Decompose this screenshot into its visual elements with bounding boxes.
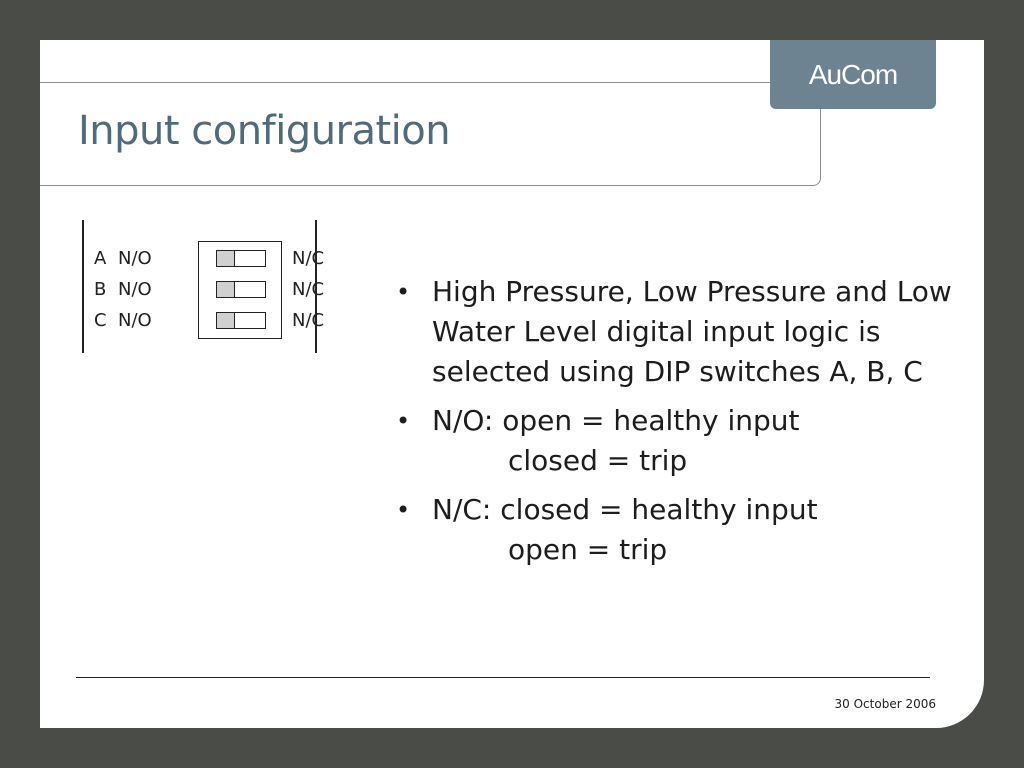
logo-text: AuCom	[808, 58, 898, 90]
dip-row-a	[80, 248, 325, 269]
dip-row-letter: C	[94, 310, 107, 331]
dip-switch-c	[216, 312, 266, 329]
footer-date: 30 October 2006	[834, 697, 936, 711]
dip-switch-b	[216, 281, 266, 298]
dip-row-c	[80, 310, 325, 331]
bullet-item	[392, 401, 952, 481]
dip-switch-diagram	[80, 218, 325, 356]
bullet-continuation: open = trip	[508, 533, 668, 566]
footer-divider	[76, 677, 930, 678]
bullet-text: N/O: open = healthy input	[432, 404, 800, 437]
bullet-item	[392, 272, 952, 392]
switch-knob	[217, 251, 235, 266]
bullet-list	[392, 272, 952, 579]
dip-row-left-label: N/O	[118, 248, 152, 269]
logo	[770, 40, 936, 109]
page-title: Input configuration	[78, 108, 451, 154]
dip-row-right-label: N/C	[292, 310, 325, 331]
bullet-text: N/C: closed = healthy input	[432, 493, 818, 526]
dip-row-letter: B	[94, 279, 107, 300]
switch-knob	[217, 282, 235, 297]
dip-row-right-label: N/C	[292, 248, 325, 269]
bullet-item	[392, 490, 952, 570]
dip-row-left-label: N/O	[118, 279, 152, 300]
dip-row-left-label: N/O	[118, 310, 152, 331]
dip-row-letter: A	[94, 248, 107, 269]
dip-row-b	[80, 279, 325, 300]
bullet-text: High Pressure, Low Pressure and Low Water Level digital input logic is selected using DIP switches A, B, C	[432, 275, 952, 388]
switch-knob	[217, 313, 235, 328]
bullet-continuation: closed = trip	[508, 444, 688, 477]
dip-row-right-label: N/C	[292, 279, 325, 300]
slide	[40, 40, 984, 728]
dip-switch-a	[216, 250, 266, 267]
